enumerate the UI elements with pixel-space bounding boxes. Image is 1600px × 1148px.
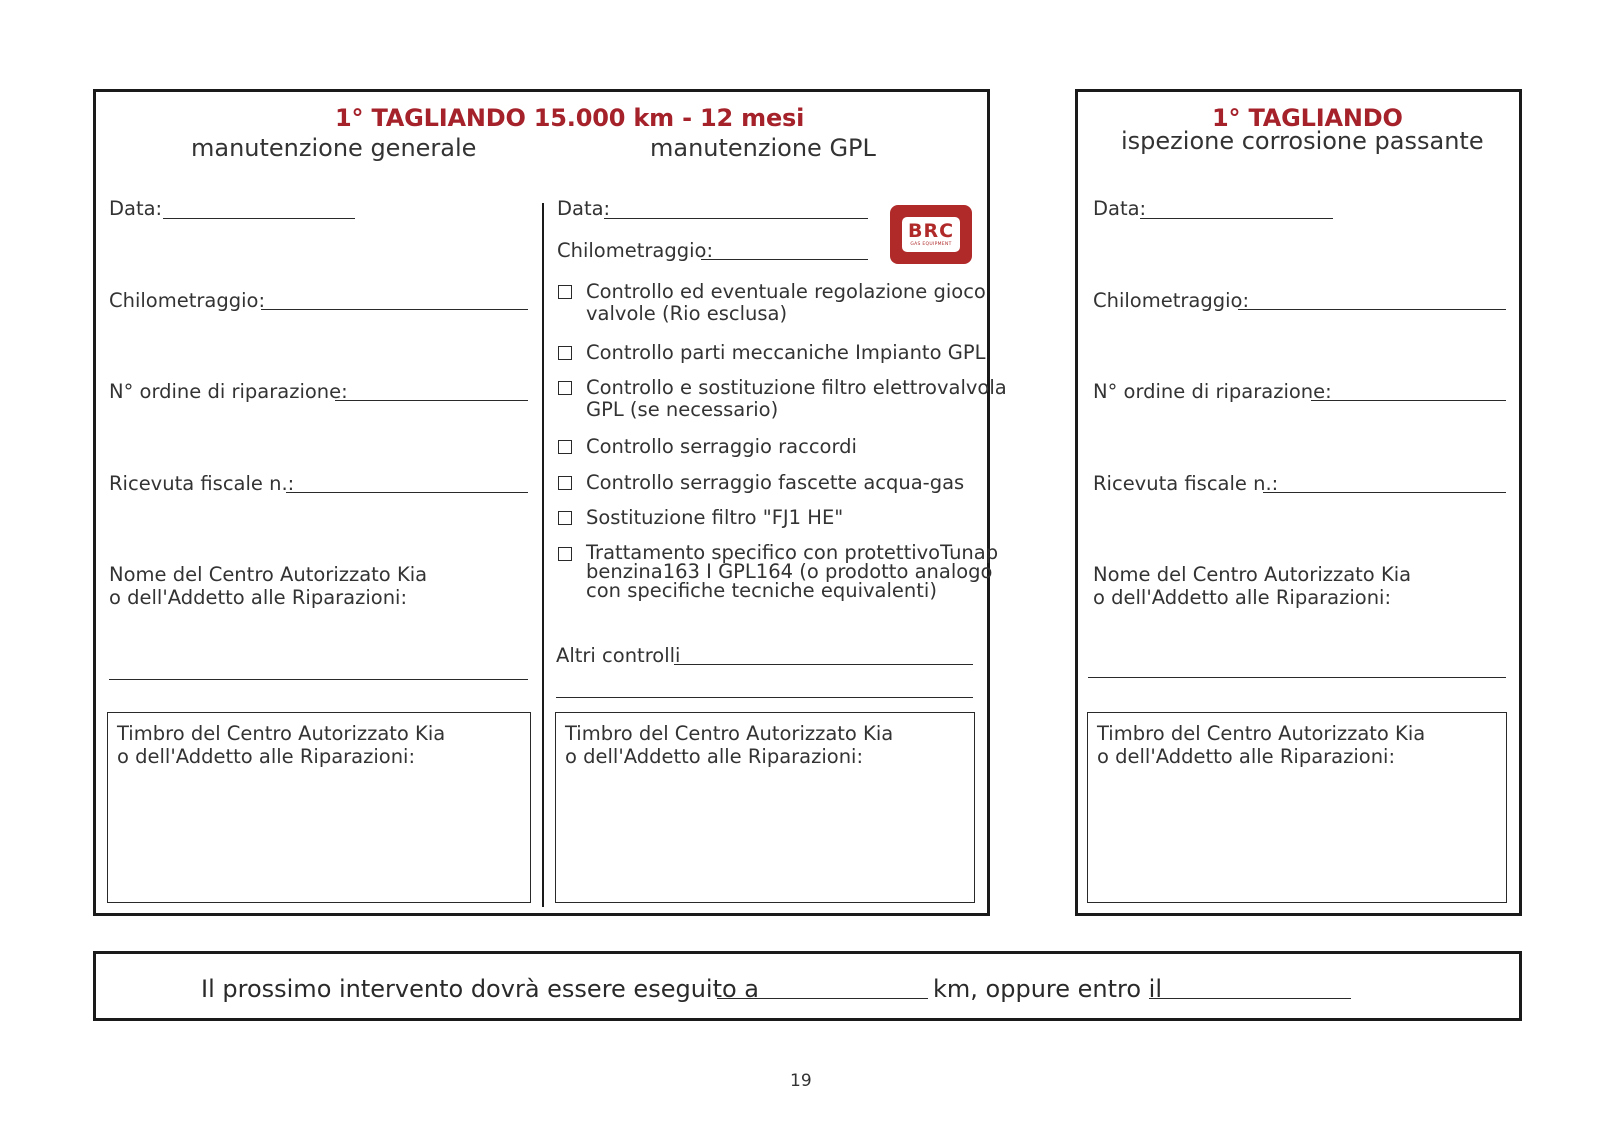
corrosion-stamp-line-1: Timbro del Centro Autorizzato Kia bbox=[1097, 722, 1426, 745]
general-center-label-2: o dell'Addetto alle Riparazioni: bbox=[109, 586, 408, 609]
corrosion-stamp-line-2: o dell'Addetto alle Riparazioni: bbox=[1097, 745, 1396, 768]
gpl-stamp-box[interactable] bbox=[555, 712, 975, 903]
next-service-text-1: Il prossimo intervento dovrà essere eseguito a bbox=[201, 975, 759, 1003]
left-card-title: 1° TAGLIANDO 15.000 km - 12 mesi bbox=[335, 104, 805, 132]
checklist-item-fittings bbox=[586, 436, 857, 458]
checklist-item-solenoid-filter bbox=[586, 377, 1007, 421]
next-service-date-field[interactable] bbox=[1149, 998, 1351, 999]
gpl-data-field[interactable] bbox=[604, 218, 868, 219]
next-service-text-2: km, oppure entro il bbox=[933, 975, 1163, 1003]
gpl-other-checks-label: Altri controlli bbox=[556, 644, 681, 667]
col2-heading: manutenzione GPL bbox=[650, 134, 876, 162]
brc-logo-text: BRC bbox=[907, 220, 955, 242]
checklist-item-6-line-1: benzina163 I GPL164 (o prodotto analogo bbox=[586, 560, 993, 583]
corrosion-center-label-2: o dell'Addetto alle Riparazioni: bbox=[1093, 586, 1392, 609]
page-number: 19 bbox=[790, 1071, 812, 1091]
general-stamp-line-2: o dell'Addetto alle Riparazioni: bbox=[117, 745, 416, 768]
gpl-stamp-label bbox=[565, 722, 893, 768]
general-receipt-label: Ricevuta fiscale n.: bbox=[109, 472, 295, 495]
checklist-item-2-line-0: Controllo e sostituzione filtro elettrovalvola bbox=[586, 376, 1007, 399]
checkbox-clamps[interactable] bbox=[558, 476, 572, 490]
corrosion-stamp-label bbox=[1097, 722, 1425, 768]
checklist-item-2-line-1: GPL (se necessario) bbox=[586, 398, 779, 421]
corrosion-receipt-field[interactable] bbox=[1263, 492, 1506, 493]
checkbox-mechanical-parts[interactable] bbox=[558, 346, 572, 360]
checklist-item-mechanical-parts bbox=[586, 342, 985, 364]
corrosion-order-label: N° ordine di riparazione: bbox=[1093, 380, 1332, 403]
brc-logo-subtext: GAS EQUIPMENT bbox=[910, 242, 952, 247]
checklist-item-4-line-0: Controllo serraggio fascette acqua-gas bbox=[586, 471, 965, 494]
corrosion-stamp-box[interactable] bbox=[1087, 712, 1507, 903]
checkbox-valve-check[interactable] bbox=[558, 285, 572, 299]
general-km-label: Chilometraggio: bbox=[109, 289, 266, 312]
right-card-title: 1° TAGLIANDO bbox=[1212, 104, 1403, 132]
right-card-subtitle: ispezione corrosione passante bbox=[1121, 127, 1484, 155]
corrosion-center-field[interactable] bbox=[1088, 677, 1506, 678]
checklist-item-5-line-0: Sostituzione filtro "FJ1 HE" bbox=[586, 506, 844, 529]
checklist-item-6-line-0: Trattamento specifico con protettivoTunap bbox=[586, 541, 999, 564]
general-stamp-line-1: Timbro del Centro Autorizzato Kia bbox=[117, 722, 446, 745]
gpl-km-label: Chilometraggio: bbox=[557, 239, 714, 262]
checklist-item-6-line-2: con specifiche tecniche equivalenti) bbox=[586, 579, 937, 602]
general-km-field[interactable] bbox=[261, 309, 528, 310]
gpl-stamp-line-1: Timbro del Centro Autorizzato Kia bbox=[565, 722, 894, 745]
checkbox-solenoid-filter[interactable] bbox=[558, 381, 572, 395]
gpl-stamp-line-2: o dell'Addetto alle Riparazioni: bbox=[565, 745, 864, 768]
general-data-field[interactable] bbox=[163, 218, 355, 219]
corrosion-km-field[interactable] bbox=[1238, 309, 1506, 310]
general-receipt-field[interactable] bbox=[286, 492, 528, 493]
gpl-other-checks-field[interactable] bbox=[674, 664, 973, 665]
corrosion-center-label-1: Nome del Centro Autorizzato Kia bbox=[1093, 563, 1412, 586]
next-service-km-field[interactable] bbox=[717, 998, 928, 999]
checklist-item-valve-check bbox=[586, 281, 986, 325]
col1-heading: manutenzione generale bbox=[191, 134, 477, 162]
checkbox-tunap-treatment[interactable] bbox=[558, 547, 572, 561]
general-order-label: N° ordine di riparazione: bbox=[109, 380, 348, 403]
brc-logo bbox=[890, 205, 972, 264]
checkbox-filter-fj1[interactable] bbox=[558, 511, 572, 525]
gpl-km-field[interactable] bbox=[701, 259, 868, 260]
general-center-field[interactable] bbox=[109, 679, 528, 680]
corrosion-km-label: Chilometraggio: bbox=[1093, 289, 1250, 312]
general-data-label: Data: bbox=[109, 197, 163, 220]
corrosion-receipt-label: Ricevuta fiscale n.: bbox=[1093, 472, 1279, 495]
general-order-field[interactable] bbox=[335, 400, 528, 401]
gpl-data-label: Data: bbox=[557, 197, 611, 220]
corrosion-order-field[interactable] bbox=[1311, 400, 1506, 401]
general-stamp-label bbox=[117, 722, 445, 768]
checklist-item-0-line-0: Controllo ed eventuale regolazione gioco bbox=[586, 280, 986, 303]
checklist-item-3-line-0: Controllo serraggio raccordi bbox=[586, 435, 857, 458]
column-divider bbox=[542, 203, 544, 907]
general-center-label-1: Nome del Centro Autorizzato Kia bbox=[109, 563, 428, 586]
general-stamp-box[interactable] bbox=[107, 712, 531, 903]
checkbox-fittings[interactable] bbox=[558, 440, 572, 454]
checklist-item-tunap-treatment bbox=[586, 543, 998, 600]
gpl-other-checks-field-2[interactable] bbox=[556, 697, 973, 698]
checklist-item-filter-fj1 bbox=[586, 507, 843, 529]
checklist-item-clamps bbox=[586, 472, 964, 494]
checklist-item-0-line-1: valvole (Rio esclusa) bbox=[586, 302, 788, 325]
checklist-item-1-line-0: Controllo parti meccaniche Impianto GPL bbox=[586, 341, 986, 364]
corrosion-data-label: Data: bbox=[1093, 197, 1147, 220]
corrosion-data-field[interactable] bbox=[1140, 218, 1333, 219]
